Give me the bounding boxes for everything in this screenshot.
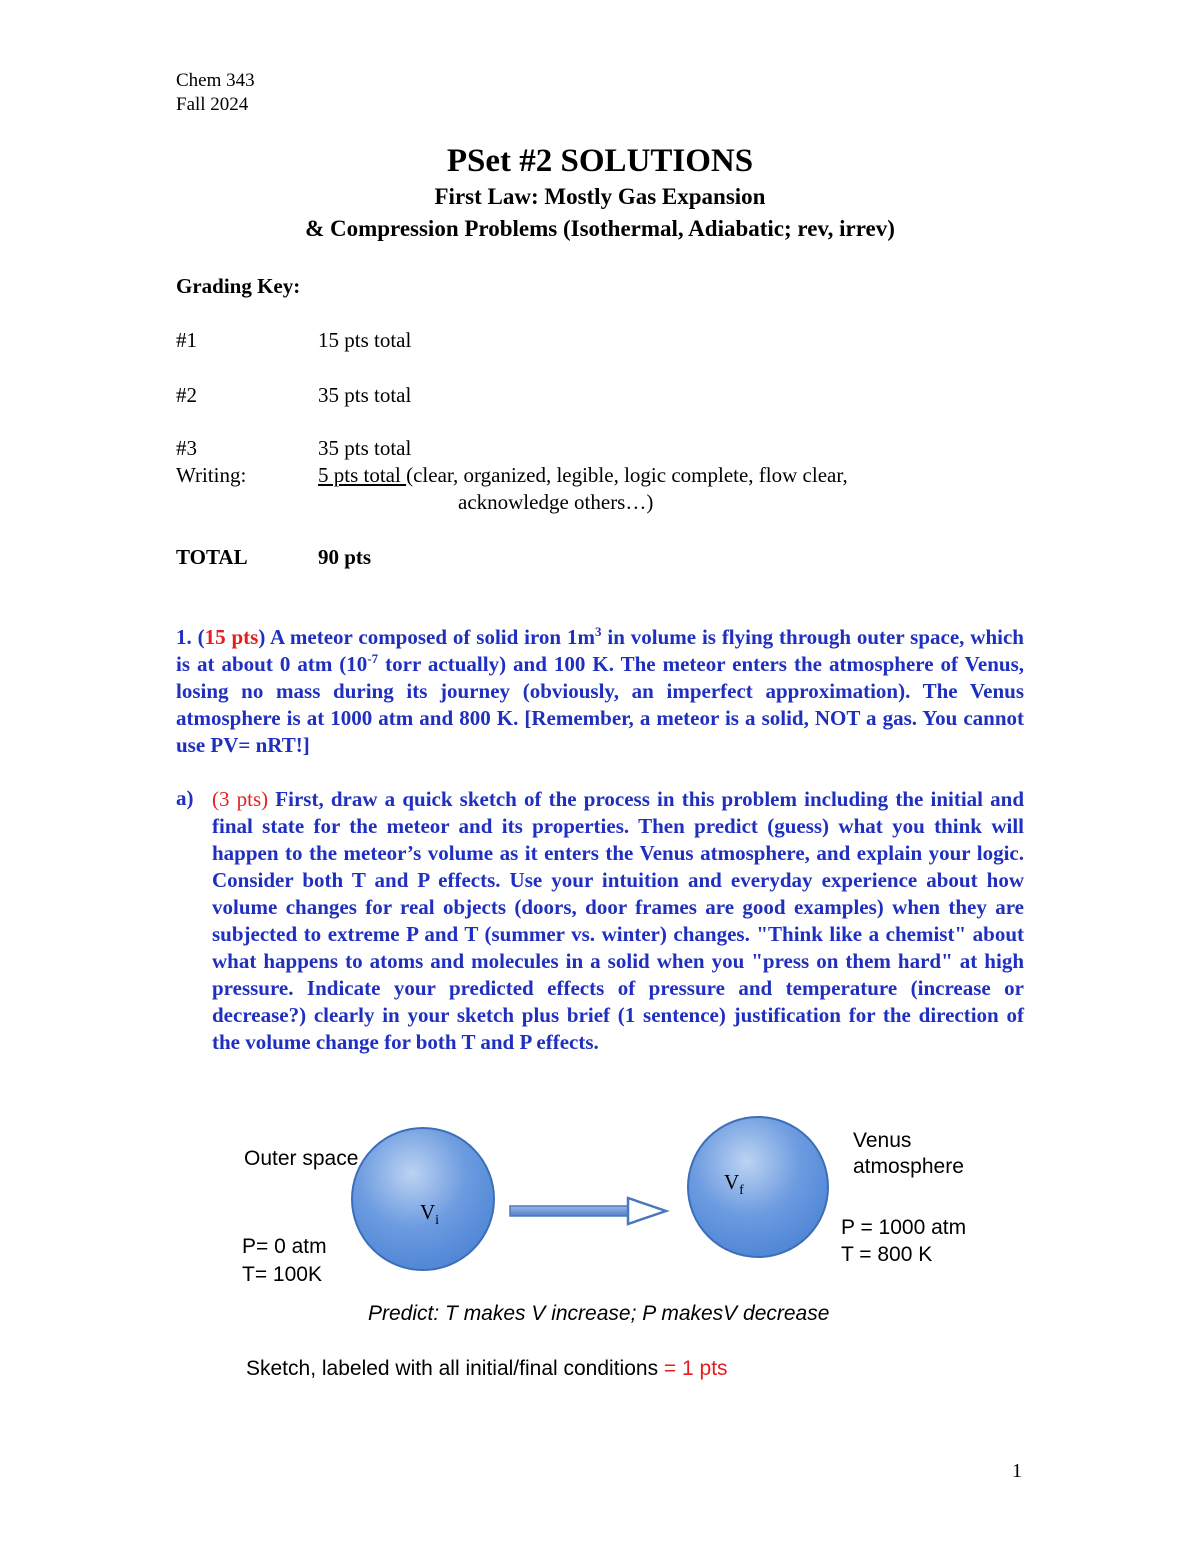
initial-state-circle bbox=[352, 1128, 494, 1270]
grading-row-label: #2 bbox=[176, 383, 197, 407]
course-name: Chem 343 bbox=[176, 70, 255, 91]
initial-pressure: P= 0 atm bbox=[242, 1235, 327, 1258]
final-temperature: T = 800 K bbox=[841, 1243, 933, 1266]
question-1 bbox=[176, 624, 1024, 759]
sketch-score-text: Sketch, labeled with all initial/final conditions bbox=[246, 1357, 664, 1380]
part-a-text: First, draw a quick sketch of the process in this problem including the initial and final state for the meteor and its properties. Then predict (guess) what you think will happen to the meteor’s volume as it enters the Venus atmosphere, and explain your logic. Consider both T and P effects. Use your intuition and everyday experience about how volume changes for real objects (doors, door frames are good examples) when they are subjected to extreme P and T (summer vs. winter) changes. "Think like a chemist" about what happens to atoms and molecules in a solid when you "press on them hard" at high pressure. Indicate your predicted effects of pressure and temperature (increase or decrease?) clearly in your sketch plus brief (1 sentence) justification for the direction of the volume change for both T and P effects. bbox=[212, 787, 1025, 1054]
part-a-marker: a) bbox=[176, 786, 194, 810]
question-text: torr actually) and 100 K. The meteor enters the atmosphere of Venus, losing no mass during its journey (obviously, an imperfect approximation). The Venus atmosphere is at 1000 atm and 800 K. [Remember, a meteor is a solid, NOT a gas. You cannot use PV= nRT!] bbox=[176, 652, 1024, 757]
process-sketch bbox=[0, 1100, 1200, 1300]
part-a-question bbox=[212, 786, 1024, 1056]
sketch-score bbox=[246, 1357, 728, 1381]
volume-symbol: V bbox=[724, 1170, 740, 1194]
term: Fall 2024 bbox=[176, 94, 249, 115]
prediction-text: Predict: T makes V increase; P makesV decrease bbox=[368, 1302, 830, 1325]
question-text: in volume is flying through outer space, which is at about 0 atm (10 bbox=[176, 625, 1024, 676]
subtitle-line-1: First Law: Mostly Gas Expansion bbox=[434, 184, 766, 209]
volume-subscript: f bbox=[739, 1183, 744, 1199]
sketch-score-points: = 1 pts bbox=[663, 1357, 728, 1380]
grading-row-value: 15 pts total bbox=[318, 328, 412, 352]
page-number: 1 bbox=[1012, 1460, 1022, 1482]
outer-space-label: Outer space bbox=[244, 1147, 359, 1170]
superscript: 3 bbox=[594, 624, 602, 639]
writing-label: Writing: bbox=[176, 463, 247, 487]
grading-key-heading: Grading Key: bbox=[176, 274, 301, 298]
volume-symbol: V bbox=[420, 1200, 436, 1224]
venus-atmosphere-label: atmosphere bbox=[853, 1155, 964, 1178]
subtitle-line-2: & Compression Problems (Isothermal, Adiabatic; rev, irrev) bbox=[305, 216, 895, 241]
writing-points: 5 pts total bbox=[318, 463, 407, 487]
superscript: -7 bbox=[367, 651, 379, 666]
initial-temperature: T= 100K bbox=[242, 1263, 322, 1286]
writing-criteria-continued: acknowledge others…) bbox=[458, 490, 654, 514]
writing-row bbox=[318, 463, 848, 488]
grading-row-value: 35 pts total bbox=[318, 436, 412, 460]
question-text: ) A meteor composed of solid iron 1m bbox=[258, 625, 595, 649]
question-points: 15 pts bbox=[204, 625, 259, 649]
initial-volume-label bbox=[420, 1200, 439, 1229]
volume-subscript: i bbox=[435, 1213, 440, 1229]
total-label: TOTAL bbox=[176, 545, 248, 569]
grading-row-label: #3 bbox=[176, 436, 197, 460]
final-state-circle bbox=[688, 1117, 828, 1257]
process-arrow bbox=[510, 1198, 666, 1224]
grading-row-value: 35 pts total bbox=[318, 383, 412, 407]
final-pressure: P = 1000 atm bbox=[841, 1216, 967, 1239]
final-volume-label bbox=[724, 1170, 744, 1199]
page-title: PSet #2 SOLUTIONS bbox=[446, 143, 754, 179]
part-a-points: (3 pts) bbox=[212, 787, 269, 811]
writing-criteria: (clear, organized, legible, logic complete, flow clear, bbox=[406, 463, 848, 487]
grading-row-label: #1 bbox=[176, 328, 197, 352]
question-number: 1. ( bbox=[176, 625, 205, 649]
total-value: 90 pts bbox=[318, 545, 372, 569]
venus-label: Venus bbox=[853, 1129, 912, 1152]
